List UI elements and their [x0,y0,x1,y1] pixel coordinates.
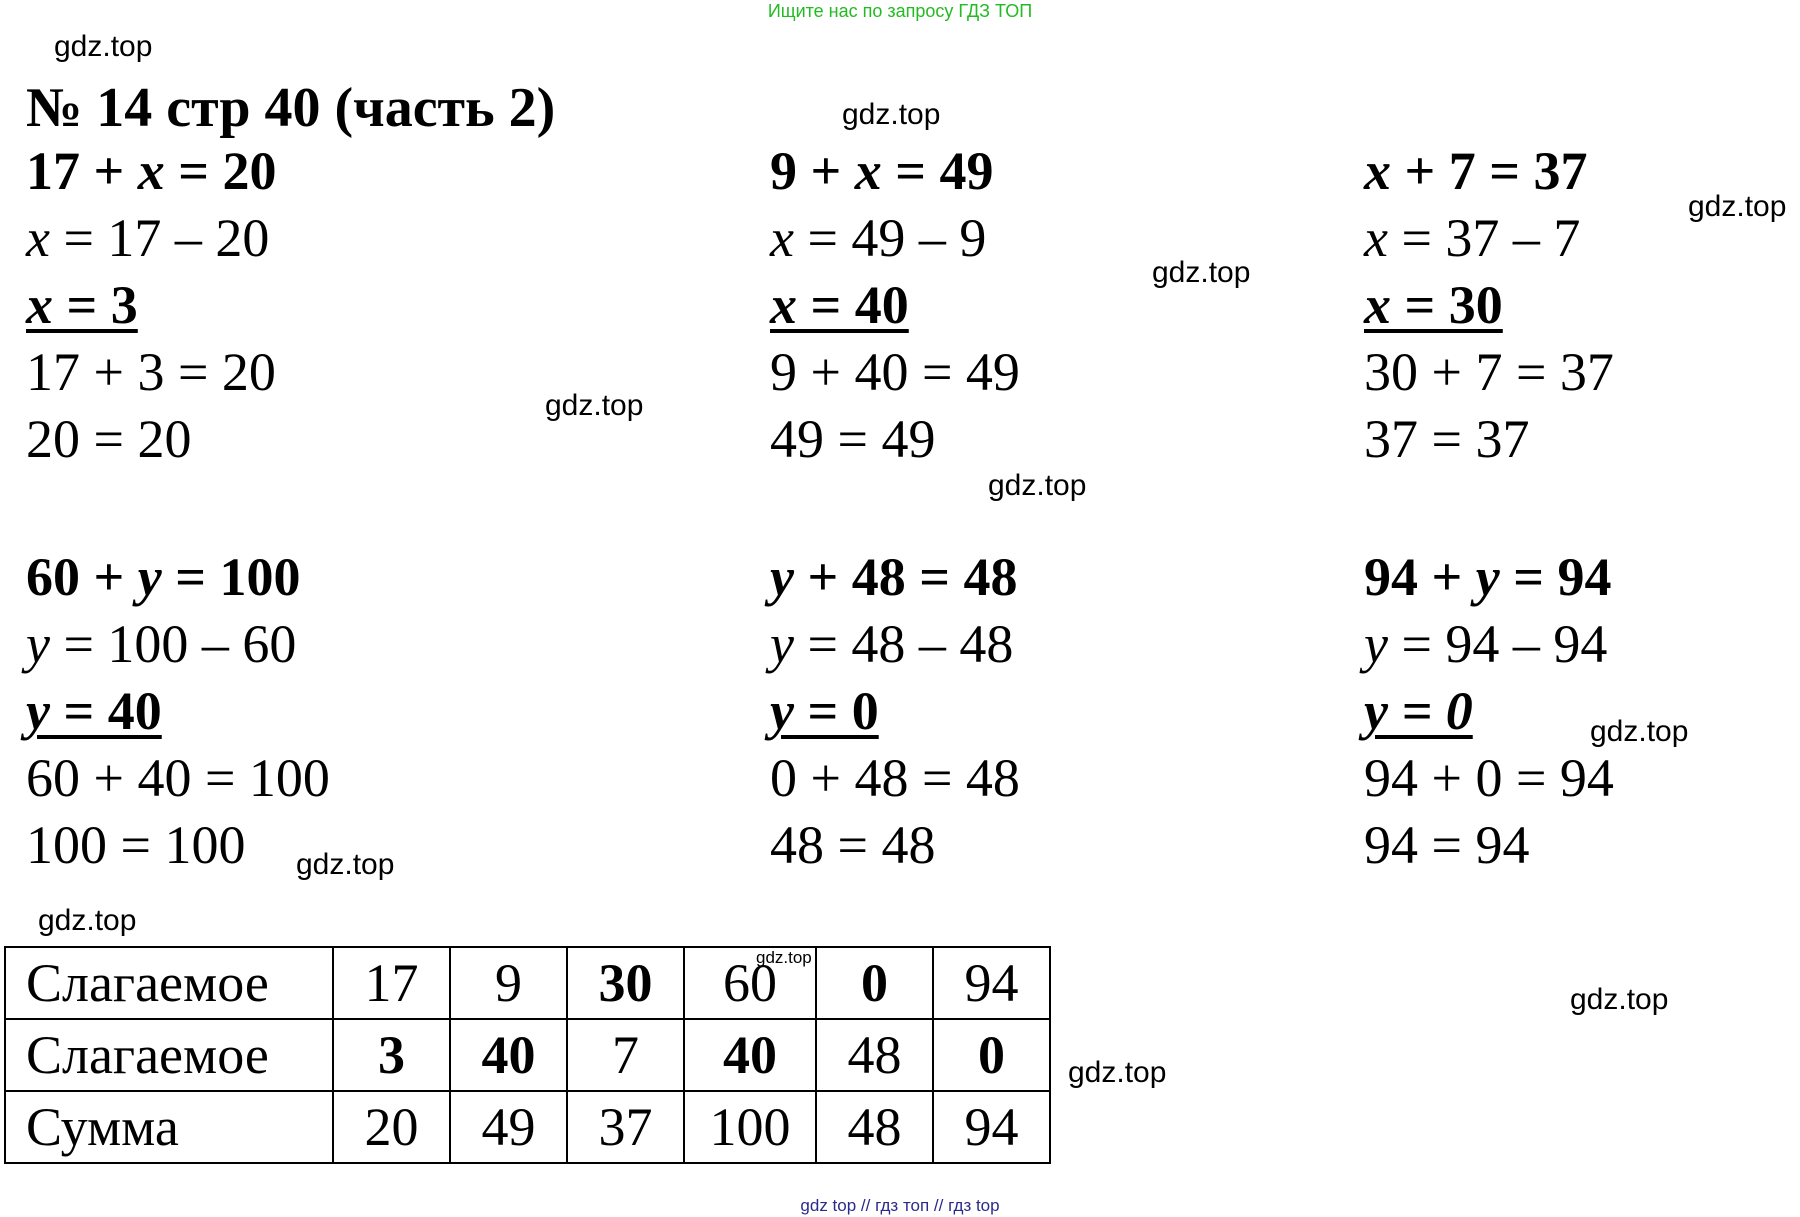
watermark: gdz.top [1688,190,1787,223]
answer: y = 0 [1364,681,1473,741]
check-line: 30 + 7 = 37 [1364,342,1614,402]
answer: y = 40 [26,681,162,741]
watermark: gdz.top [988,469,1087,502]
summary-table [4,946,1051,1164]
solution-step: y = 48 – 48 [770,614,1014,674]
table-row [5,1019,1050,1091]
equation: 17 + x = 20 [26,141,277,201]
check-line: 60 + 40 = 100 [26,748,330,808]
table-cell: 40 [450,1019,567,1091]
verify-line: 49 = 49 [770,409,936,469]
solution-step: y = 94 – 94 [1364,614,1608,674]
verify-line: 94 = 94 [1364,815,1530,875]
watermark: gdz.top [1590,715,1689,748]
watermark: gdz.top [296,848,395,881]
answer: y = 0 [770,681,879,741]
row-label: Сумма [5,1091,333,1163]
watermark: gdz.top [842,98,941,131]
table-cell: 3 [333,1019,450,1091]
verify-line: 48 = 48 [770,815,936,875]
verify-line: 37 = 37 [1364,409,1530,469]
equation: 94 + y = 94 [1364,547,1612,607]
row-label: Слагаемое [5,947,333,1019]
equation: 60 + y = 100 [26,547,301,607]
solution-step: y = 100 – 60 [26,614,297,674]
watermark: gdz.top [1152,256,1251,289]
table-cell: 49 [450,1091,567,1163]
table-row [5,1091,1050,1163]
watermark: gdz.top [1570,983,1669,1016]
table-cell: 94 [933,1091,1050,1163]
watermark: gdz.top [756,948,812,967]
table-cell: 20 [333,1091,450,1163]
search-banner: Ищите нас по запросу ГДЗ ТОП [767,1,1033,21]
table-cell: 94 [933,947,1050,1019]
table-cell: 0 [933,1019,1050,1091]
answer: x = 40 [770,275,909,335]
watermark: gdz.top [1068,1056,1167,1089]
table-cell: 37 [567,1091,684,1163]
equation-block [1364,544,1614,879]
equation: y + 48 = 48 [770,547,1018,607]
equation-block [26,544,330,879]
answer: x = 3 [26,275,138,335]
equation-block [26,138,277,473]
watermark: gdz.top [54,30,153,63]
table-cell: 0 [816,947,933,1019]
table-cell: 40 [684,1019,816,1091]
table-cell: 9 [450,947,567,1019]
answer: x = 30 [1364,275,1503,335]
check-line: 17 + 3 = 20 [26,342,276,402]
equation-block [770,138,1020,473]
check-line: 9 + 40 = 49 [770,342,1020,402]
table-row [5,947,1050,1019]
equation: x + 7 = 37 [1364,141,1588,201]
equation-block [1364,138,1614,473]
table-cell: 48 [816,1091,933,1163]
solution-step: x = 37 – 7 [1364,208,1581,268]
solution-step: x = 17 – 20 [26,208,270,268]
table-cell: 30 [567,947,684,1019]
watermark: gdz.top [545,389,644,422]
table-cell: 48 [816,1019,933,1091]
table-cell: 60 [684,947,816,1019]
table-cell: 17 [333,947,450,1019]
equation: 9 + x = 49 [770,141,994,201]
solution-step: x = 49 – 9 [770,208,987,268]
watermark: gdz.top [38,904,137,937]
verify-line: 20 = 20 [26,409,192,469]
check-line: 0 + 48 = 48 [770,748,1020,808]
table-cell: 7 [567,1019,684,1091]
check-line: 94 + 0 = 94 [1364,748,1614,808]
equation-block [770,544,1020,879]
page-title: № 14 стр 40 (часть 2) [26,77,556,139]
table-cell: 100 [684,1091,816,1163]
footer-links: gdz top // гдз топ // гдз top [800,1196,1000,1215]
row-label: Слагаемое [5,1019,333,1091]
verify-line: 100 = 100 [26,815,246,875]
